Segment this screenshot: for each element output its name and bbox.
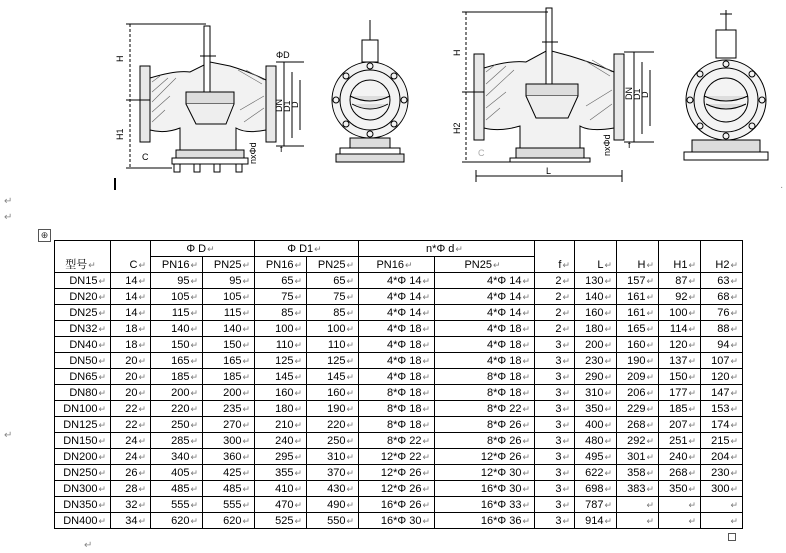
table-row (55, 401, 743, 417)
table-cell-d16[interactable]: 220↵ (151, 401, 203, 417)
table-cell-d1-25[interactable]: 85↵ (307, 305, 359, 321)
table-cell-c[interactable]: 22↵ (111, 417, 151, 433)
table-cell-h[interactable]: 301↵ (617, 449, 659, 465)
table-cell-d1-25[interactable]: 75↵ (307, 289, 359, 305)
table-cell-n25[interactable]: 4*Φ 14↵ (435, 273, 535, 289)
table-cell-model[interactable]: DN100↵ (55, 401, 111, 417)
table-cell-c[interactable]: 18↵ (111, 337, 151, 353)
table-cell-h2[interactable]: 68↵ (701, 289, 743, 305)
table-cell-model[interactable]: DN150↵ (55, 433, 111, 449)
dim-label-c-left: C (142, 152, 149, 162)
table-cell-d1-16[interactable]: 295↵ (255, 449, 307, 465)
table-cell-d1-25[interactable]: 370↵ (307, 465, 359, 481)
table-cell-model[interactable]: DN400↵ (55, 513, 111, 529)
table-cell-n25[interactable]: 16*Φ 33↵ (435, 497, 535, 513)
table-cell-d25[interactable]: 235↵ (203, 401, 255, 417)
table-cell-model[interactable]: DN40↵ (55, 337, 111, 353)
table-cell-l[interactable]: 495↵ (575, 449, 617, 465)
dim-label-f-left: f (280, 144, 283, 154)
table-cell-f[interactable]: 3↵ (535, 497, 575, 513)
table-cell-l[interactable]: 130↵ (575, 273, 617, 289)
table-cell-d16[interactable]: 340↵ (151, 449, 203, 465)
table-cell-f[interactable]: 3↵ (535, 433, 575, 449)
table-cell-c[interactable]: 22↵ (111, 401, 151, 417)
table-cell-n25[interactable]: 4*Φ 14↵ (435, 289, 535, 305)
table-cell-n25[interactable]: 12*Φ 30↵ (435, 465, 535, 481)
table-cell-d16[interactable]: 285↵ (151, 433, 203, 449)
table-cell-d25[interactable]: 95↵ (203, 273, 255, 289)
table-cell-h[interactable]: 161↵ (617, 305, 659, 321)
table-resize-handle[interactable] (728, 533, 736, 541)
table-cell-h[interactable]: 157↵ (617, 273, 659, 289)
table-cell-h1[interactable]: 240↵ (659, 449, 701, 465)
table-cell-h1[interactable]: 120↵ (659, 337, 701, 353)
table-cell-l[interactable]: 140↵ (575, 289, 617, 305)
dim-label-f-right: f (628, 140, 631, 150)
table-cell-h[interactable]: 209↵ (617, 369, 659, 385)
table-cell-h2[interactable]: 174↵ (701, 417, 743, 433)
dim-label-d-left: D (290, 101, 300, 108)
table-cell-h2[interactable]: 147↵ (701, 385, 743, 401)
table-cell-h[interactable]: 161↵ (617, 289, 659, 305)
table-cell-h2[interactable]: 94↵ (701, 337, 743, 353)
table-cell-d25[interactable]: 165↵ (203, 353, 255, 369)
table-cell-model[interactable]: DN25↵ (55, 305, 111, 321)
table-cell-h[interactable]: 229↵ (617, 401, 659, 417)
table-cell-d1-25[interactable]: 110↵ (307, 337, 359, 353)
table-cell-h2[interactable]: ↵ (701, 513, 743, 529)
table-cell-d16[interactable]: 105↵ (151, 289, 203, 305)
table-cell-l[interactable]: 160↵ (575, 305, 617, 321)
table-cell-c[interactable]: 34↵ (111, 513, 151, 529)
table-row (55, 497, 743, 513)
table-cell-n16[interactable]: 8*Φ 18↵ (359, 385, 435, 401)
table-cell-d16[interactable]: 165↵ (151, 353, 203, 369)
table-cell-d1-25[interactable]: 160↵ (307, 385, 359, 401)
dim-label-l-right: L (546, 166, 552, 176)
table-cell-h1[interactable]: 137↵ (659, 353, 701, 369)
header-holes-pn16: PN16↵ (359, 257, 435, 273)
valve-technical-drawing (0, 0, 786, 200)
table-cell-d16[interactable]: 555↵ (151, 497, 203, 513)
table-row (55, 305, 743, 321)
table-cell-l[interactable]: 787↵ (575, 497, 617, 513)
table-cell-h1[interactable]: ↵ (659, 497, 701, 513)
dim-label-h-left: H (115, 55, 125, 62)
drawing-left-end-view (332, 20, 408, 162)
table-cell-model[interactable]: DN50↵ (55, 353, 111, 369)
dim-label-nphid-left: nxΦd (248, 142, 258, 164)
table-cell-d1-16[interactable]: 160↵ (255, 385, 307, 401)
dim-label-h-right: H (452, 49, 462, 56)
table-cell-model[interactable]: DN350↵ (55, 497, 111, 513)
table-cell-f[interactable]: 3↵ (535, 385, 575, 401)
table-cell-h[interactable]: ↵ (617, 497, 659, 513)
table-cell-h1[interactable]: 92↵ (659, 289, 701, 305)
table-cell-c[interactable]: 14↵ (111, 305, 151, 321)
table-cell-l[interactable]: 350↵ (575, 401, 617, 417)
table-cell-d1-16[interactable]: 145↵ (255, 369, 307, 385)
header-h2: H2↵ (701, 241, 743, 273)
table-cell-d1-16[interactable]: 125↵ (255, 353, 307, 369)
table-cell-d1-25[interactable]: 430↵ (307, 481, 359, 497)
header-h: H↵ (617, 241, 659, 273)
table-cell-d25[interactable]: 360↵ (203, 449, 255, 465)
table-row (55, 273, 743, 289)
table-cell-n16[interactable]: 4*Φ 14↵ (359, 273, 435, 289)
table-cell-h2[interactable]: 120↵ (701, 369, 743, 385)
table-row (55, 321, 743, 337)
table-cell-l[interactable]: 180↵ (575, 321, 617, 337)
table-row (55, 433, 743, 449)
table-cell-c[interactable]: 32↵ (111, 497, 151, 513)
table-cell-d25[interactable]: 105↵ (203, 289, 255, 305)
table-cell-l[interactable]: 622↵ (575, 465, 617, 481)
table-cell-n25[interactable]: 8*Φ 18↵ (435, 369, 535, 385)
dim-label-d-right: D (640, 91, 650, 98)
table-cell-h1[interactable]: 251↵ (659, 433, 701, 449)
table-cell-model[interactable]: DN300↵ (55, 481, 111, 497)
table-cell-d25[interactable]: 485↵ (203, 481, 255, 497)
table-cell-c[interactable]: 20↵ (111, 353, 151, 369)
table-cell-d1-25[interactable]: 490↵ (307, 497, 359, 513)
table-cell-n25[interactable]: 8*Φ 18↵ (435, 385, 535, 401)
table-cell-d1-25[interactable]: 550↵ (307, 513, 359, 529)
table-row (55, 465, 743, 481)
table-cell-d1-25[interactable]: 145↵ (307, 369, 359, 385)
table-cell-n16[interactable]: 8*Φ 18↵ (359, 401, 435, 417)
table-cell-d25[interactable]: 270↵ (203, 417, 255, 433)
table-cell-n16[interactable]: 4*Φ 18↵ (359, 337, 435, 353)
table-cell-f[interactable]: 2↵ (535, 273, 575, 289)
table-row (55, 385, 743, 401)
table-cell-n16[interactable]: 8*Φ 22↵ (359, 433, 435, 449)
table-cell-n16[interactable]: 4*Φ 14↵ (359, 289, 435, 305)
table-cell-n25[interactable]: 12*Φ 26↵ (435, 449, 535, 465)
table-cell-d1-16[interactable]: 100↵ (255, 321, 307, 337)
header-c: C↵ (111, 241, 151, 273)
table-cell-l[interactable]: 914↵ (575, 513, 617, 529)
text-cursor (114, 178, 116, 190)
table-cell-n25[interactable]: 4*Φ 14↵ (435, 305, 535, 321)
table-row (55, 353, 743, 369)
table-cell-d25[interactable]: 185↵ (203, 369, 255, 385)
table-cell-d25[interactable]: 620↵ (203, 513, 255, 529)
table-cell-c[interactable]: 24↵ (111, 449, 151, 465)
table-cell-d1-16[interactable]: 240↵ (255, 433, 307, 449)
dim-label-h2-right: H2 (452, 122, 462, 134)
table-cell-d1-16[interactable]: 85↵ (255, 305, 307, 321)
table-cell-d16[interactable]: 185↵ (151, 369, 203, 385)
table-cell-f[interactable]: 2↵ (535, 305, 575, 321)
dot-mark: · (780, 182, 784, 193)
table-cell-c[interactable]: 24↵ (111, 433, 151, 449)
table-cell-d1-25[interactable]: 220↵ (307, 417, 359, 433)
table-cell-h1[interactable]: 114↵ (659, 321, 701, 337)
table-cell-n16[interactable]: 4*Φ 18↵ (359, 353, 435, 369)
table-cell-c[interactable]: 14↵ (111, 289, 151, 305)
table-cell-h2[interactable]: ↵ (701, 497, 743, 513)
dim-label-phid-left: ΦD (276, 50, 290, 60)
table-cell-d1-16[interactable]: 525↵ (255, 513, 307, 529)
table-cell-l[interactable]: 400↵ (575, 417, 617, 433)
table-cell-c[interactable]: 28↵ (111, 481, 151, 497)
table-cell-c[interactable]: 26↵ (111, 465, 151, 481)
table-cell-d1-25[interactable]: 100↵ (307, 321, 359, 337)
table-cell-n25[interactable]: 4*Φ 18↵ (435, 353, 535, 369)
table-cell-model[interactable]: DN15↵ (55, 273, 111, 289)
header-d-group: Φ D↵ (151, 241, 255, 257)
table-cell-model[interactable]: DN32↵ (55, 321, 111, 337)
table-cell-d25[interactable]: 555↵ (203, 497, 255, 513)
header-holes-pn25: PN25↵ (435, 257, 535, 273)
table-row (55, 369, 743, 385)
table-move-handle[interactable]: ⊕ (38, 229, 51, 242)
table-cell-d1-16[interactable]: 180↵ (255, 401, 307, 417)
table-cell-d1-16[interactable]: 470↵ (255, 497, 307, 513)
table-cell-h[interactable]: 160↵ (617, 337, 659, 353)
table-cell-d16[interactable]: 250↵ (151, 417, 203, 433)
table-cell-h2[interactable]: 215↵ (701, 433, 743, 449)
header-d-pn25: PN25↵ (203, 257, 255, 273)
table-cell-d1-16[interactable]: 65↵ (255, 273, 307, 289)
table-cell-f[interactable]: 3↵ (535, 417, 575, 433)
table-cell-d1-25[interactable]: 310↵ (307, 449, 359, 465)
table-cell-d16[interactable]: 620↵ (151, 513, 203, 529)
table-cell-h[interactable]: 206↵ (617, 385, 659, 401)
paragraph-mark: ↵ (4, 430, 13, 441)
drawing-right-end-view (684, 10, 768, 160)
table-cell-d16[interactable]: 140↵ (151, 321, 203, 337)
table-row (55, 337, 743, 353)
table-cell-h2[interactable]: 107↵ (701, 353, 743, 369)
paragraph-mark: ↵ (4, 212, 13, 223)
table-cell-d16[interactable]: 115↵ (151, 305, 203, 321)
table-cell-h1[interactable]: 268↵ (659, 465, 701, 481)
table-cell-h[interactable]: 358↵ (617, 465, 659, 481)
table-row (55, 481, 743, 497)
table-cell-n16[interactable]: 4*Φ 14↵ (359, 305, 435, 321)
dim-label-d1-left: D1 (282, 100, 292, 112)
table-row (55, 513, 743, 529)
table-cell-l[interactable]: 310↵ (575, 385, 617, 401)
table-cell-d1-16[interactable]: 110↵ (255, 337, 307, 353)
table-cell-h2[interactable]: 88↵ (701, 321, 743, 337)
table-cell-h1[interactable]: 350↵ (659, 481, 701, 497)
table-cell-c[interactable]: 18↵ (111, 321, 151, 337)
table-cell-model[interactable]: DN80↵ (55, 385, 111, 401)
table-cell-h1[interactable]: 185↵ (659, 401, 701, 417)
table-cell-d1-16[interactable]: 75↵ (255, 289, 307, 305)
table-cell-h[interactable]: 190↵ (617, 353, 659, 369)
table-cell-n16[interactable]: 12*Φ 22↵ (359, 449, 435, 465)
table-cell-n25[interactable]: 16*Φ 36↵ (435, 513, 535, 529)
table-cell-h1[interactable]: 177↵ (659, 385, 701, 401)
table-cell-h2[interactable]: 76↵ (701, 305, 743, 321)
table-cell-d16[interactable]: 150↵ (151, 337, 203, 353)
dim-label-dn-left: DN (274, 99, 284, 112)
table-cell-d16[interactable]: 405↵ (151, 465, 203, 481)
table-row (55, 417, 743, 433)
table-cell-f[interactable]: 3↵ (535, 449, 575, 465)
table-cell-c[interactable]: 20↵ (111, 385, 151, 401)
dim-label-c-right: C (478, 148, 485, 158)
table-cell-d25[interactable]: 300↵ (203, 433, 255, 449)
table-cell-model[interactable]: DN200↵ (55, 449, 111, 465)
table-cell-f[interactable]: 3↵ (535, 401, 575, 417)
table-cell-n25[interactable]: 4*Φ 18↵ (435, 337, 535, 353)
table-cell-n16[interactable]: 8*Φ 18↵ (359, 417, 435, 433)
table-cell-model[interactable]: DN65↵ (55, 369, 111, 385)
table-cell-h[interactable]: 383↵ (617, 481, 659, 497)
table-cell-n25[interactable]: 8*Φ 26↵ (435, 417, 535, 433)
table-cell-d16[interactable]: 200↵ (151, 385, 203, 401)
header-d1-group: Φ D1↵ (255, 241, 359, 257)
table-cell-d1-16[interactable]: 410↵ (255, 481, 307, 497)
table-cell-d1-16[interactable]: 210↵ (255, 417, 307, 433)
header-d1-pn25: PN25↵ (307, 257, 359, 273)
table-cell-h[interactable]: 292↵ (617, 433, 659, 449)
table-cell-h1[interactable]: 150↵ (659, 369, 701, 385)
table-cell-h2[interactable]: 153↵ (701, 401, 743, 417)
table-cell-h2[interactable]: 63↵ (701, 273, 743, 289)
table-cell-d16[interactable]: 485↵ (151, 481, 203, 497)
table-cell-f[interactable]: 2↵ (535, 289, 575, 305)
header-holes-group: n*Φ d↵ (359, 241, 535, 257)
table-cell-f[interactable]: 3↵ (535, 465, 575, 481)
table-cell-n16[interactable]: 12*Φ 26↵ (359, 465, 435, 481)
table-cell-h1[interactable]: 87↵ (659, 273, 701, 289)
table-cell-n16[interactable]: 16*Φ 30↵ (359, 513, 435, 529)
paragraph-mark: ↵ (4, 196, 13, 207)
header-h1: H1↵ (659, 241, 701, 273)
table-cell-h2[interactable]: 300↵ (701, 481, 743, 497)
paragraph-mark: ↵ (84, 540, 93, 551)
table-cell-d1-25[interactable]: 65↵ (307, 273, 359, 289)
table-cell-l[interactable]: 698↵ (575, 481, 617, 497)
table-cell-f[interactable]: 3↵ (535, 337, 575, 353)
table-cell-h2[interactable]: 230↵ (701, 465, 743, 481)
table-cell-model[interactable]: DN20↵ (55, 289, 111, 305)
table-cell-d25[interactable]: 200↵ (203, 385, 255, 401)
table-cell-n16[interactable]: 4*Φ 18↵ (359, 369, 435, 385)
table-cell-model[interactable]: DN250↵ (55, 465, 111, 481)
table-cell-f[interactable]: 3↵ (535, 369, 575, 385)
table-cell-d16[interactable]: 95↵ (151, 273, 203, 289)
table-cell-f[interactable]: 3↵ (535, 513, 575, 529)
drawing-left-section (126, 24, 304, 172)
table-cell-n16[interactable]: 4*Φ 18↵ (359, 321, 435, 337)
table-cell-l[interactable]: 290↵ (575, 369, 617, 385)
table-cell-d25[interactable]: 150↵ (203, 337, 255, 353)
table-body (55, 273, 743, 529)
header-model: 型号↵ (55, 241, 111, 273)
header-d-pn16: PN16↵ (151, 257, 203, 273)
table-cell-h1[interactable]: 207↵ (659, 417, 701, 433)
table-cell-n16[interactable]: 16*Φ 26↵ (359, 497, 435, 513)
table-cell-f[interactable]: 3↵ (535, 353, 575, 369)
table-cell-n25[interactable]: 8*Φ 22↵ (435, 401, 535, 417)
table-row (55, 289, 743, 305)
header-d1-pn16: PN16↵ (255, 257, 307, 273)
table-cell-d1-16[interactable]: 355↵ (255, 465, 307, 481)
table-cell-d25[interactable]: 140↵ (203, 321, 255, 337)
table-cell-h[interactable]: 165↵ (617, 321, 659, 337)
table-cell-f[interactable]: 2↵ (535, 321, 575, 337)
table-cell-l[interactable]: 230↵ (575, 353, 617, 369)
table-cell-c[interactable]: 14↵ (111, 273, 151, 289)
table-cell-h1[interactable]: ↵ (659, 513, 701, 529)
table-cell-model[interactable]: DN125↵ (55, 417, 111, 433)
table-cell-c[interactable]: 20↵ (111, 369, 151, 385)
table-cell-h2[interactable]: 204↵ (701, 449, 743, 465)
table-cell-n25[interactable]: 4*Φ 18↵ (435, 321, 535, 337)
header-f: f↵ (535, 241, 575, 273)
table-cell-d1-25[interactable]: 190↵ (307, 401, 359, 417)
dim-label-dn-right: DN (624, 87, 634, 100)
dim-label-d1-right: D1 (632, 88, 642, 100)
table-cell-n25[interactable]: 8*Φ 26↵ (435, 433, 535, 449)
dim-label-nphid-right: nxΦd (602, 134, 612, 156)
header-l: L↵ (575, 241, 617, 273)
dim-label-h1-left: H1 (115, 128, 125, 140)
table-cell-n25[interactable]: 16*Φ 30↵ (435, 481, 535, 497)
table-cell-n16[interactable]: 12*Φ 26↵ (359, 481, 435, 497)
table-cell-d25[interactable]: 425↵ (203, 465, 255, 481)
table-cell-d1-25[interactable]: 125↵ (307, 353, 359, 369)
table-cell-h[interactable]: ↵ (617, 513, 659, 529)
table-cell-f[interactable]: 3↵ (535, 481, 575, 497)
table-cell-h1[interactable]: 100↵ (659, 305, 701, 321)
table-cell-h[interactable]: 268↵ (617, 417, 659, 433)
table-row (55, 449, 743, 465)
spec-table (54, 240, 743, 529)
table-cell-d1-25[interactable]: 250↵ (307, 433, 359, 449)
table-cell-l[interactable]: 480↵ (575, 433, 617, 449)
table-header-row-1 (55, 241, 743, 257)
table-cell-l[interactable]: 200↵ (575, 337, 617, 353)
table-cell-d25[interactable]: 115↵ (203, 305, 255, 321)
